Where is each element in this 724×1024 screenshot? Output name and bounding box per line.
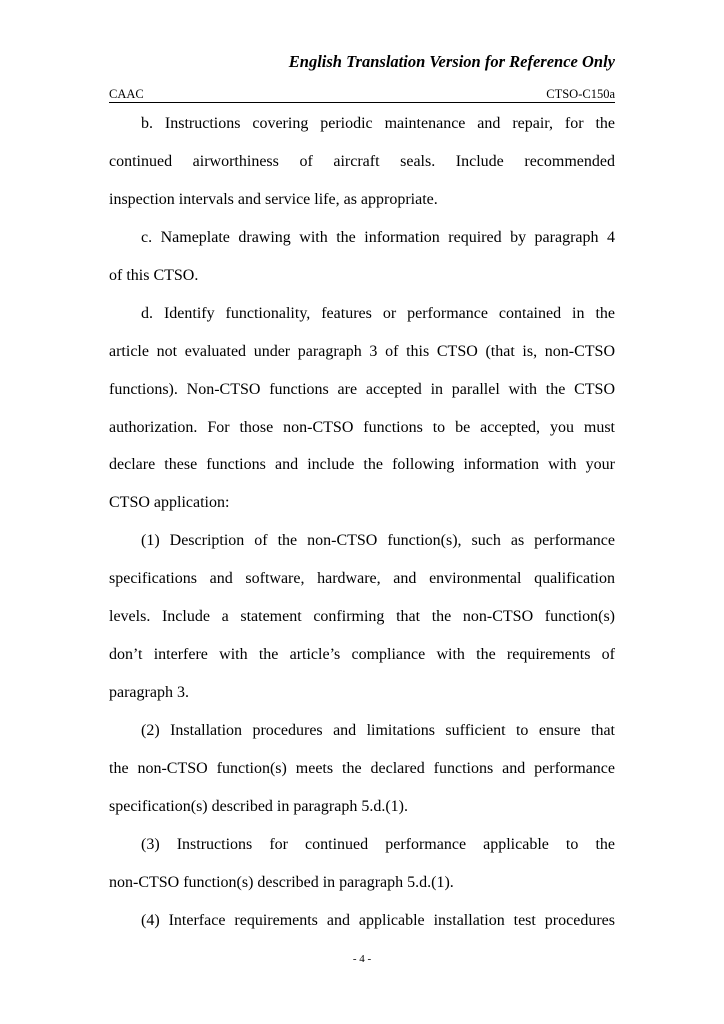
running-header [109, 87, 615, 103]
text-line: (2) Installation procedures and limitations sufficient to ensure that [141, 722, 615, 739]
text-line: declare these functions and include the following information with your [109, 456, 615, 474]
text-line: functions). Non-CTSO functions are accepted in parallel with the CTSO [109, 380, 615, 398]
paragraph [109, 227, 615, 303]
text-line: don’t interfere with the article’s compliance with the requirements of [109, 646, 615, 664]
text-line: paragraph 3. [109, 684, 189, 702]
text-line: authorization. For those non-CTSO functions to be accepted, you must [109, 418, 615, 436]
text-line: non-CTSO function(s) described in paragraph 5.d.(1). [109, 873, 454, 891]
text-line: d. Identify functionality, features or performance contained in the [141, 304, 615, 322]
text-line: of this CTSO. [109, 266, 199, 284]
text-line: the non-CTSO function(s) meets the declared functions and performance [109, 759, 615, 777]
paragraph [109, 910, 615, 948]
text-line: c. Nameplate drawing with the information required by paragraph 4 [141, 228, 615, 246]
text-line: inspection intervals and service life, as appropriate. [109, 190, 438, 208]
paragraph [109, 530, 615, 720]
header-document-id: CTSO-C150a [546, 87, 615, 101]
header-organization: CAAC [109, 87, 144, 101]
page-number: - 4 - [352, 953, 372, 965]
text-line: levels. Include a statement confirming that the non-CTSO function(s) [109, 608, 615, 626]
text-line: CTSO application: [109, 494, 230, 512]
document-body [109, 113, 615, 948]
text-line: specification(s) described in paragraph 5.d.(1). [109, 797, 408, 815]
text-line: (4) Interface requirements and applicable installation test procedures [141, 911, 615, 929]
text-line: specifications and software, hardware, and environmental qualification [109, 570, 615, 588]
paragraph [109, 113, 615, 227]
paragraph [109, 834, 615, 910]
text-line: (1) Description of the non-CTSO function(s), such as performance [141, 532, 615, 550]
text-line: (3) Instructions for continued performance applicable to the [141, 835, 615, 853]
paragraph [109, 303, 615, 531]
text-line: b. Instructions covering periodic maintenance and repair, for the [141, 115, 615, 132]
text-line: continued airworthiness of aircraft seals. Include recommended [109, 152, 615, 170]
document-header-title: English Translation Version for Reference Only [288, 52, 615, 71]
text-line: article not evaluated under paragraph 3 of this CTSO (that is, non-CTSO [109, 342, 615, 360]
paragraph [109, 720, 615, 834]
